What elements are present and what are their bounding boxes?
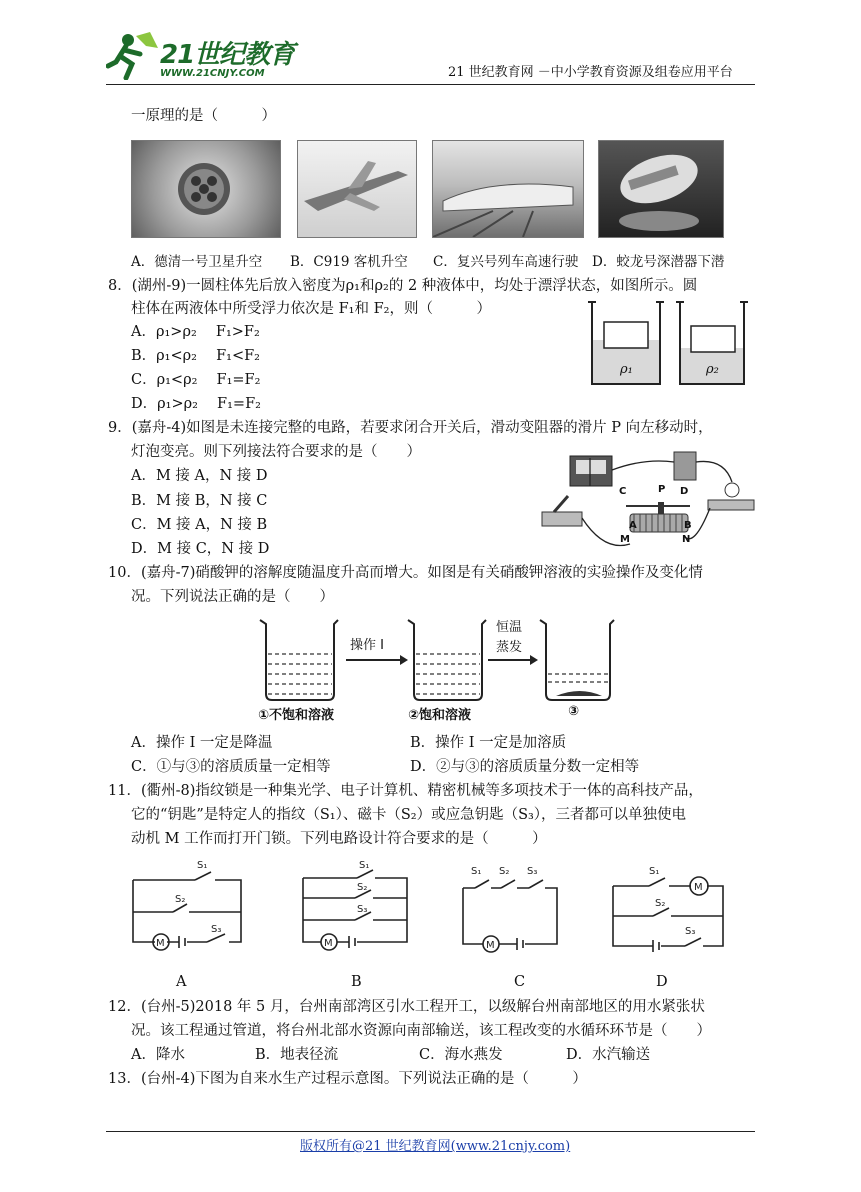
q10-option-c: C．①与③的溶质质量一定相等 [131, 759, 331, 775]
beaker3-label: ③ [568, 704, 580, 719]
c-s1: S₁ [471, 866, 482, 877]
q8-line1: 8．(湖州-9)一圆柱体先后放入密度为ρ₁和ρ₂的 2 种液体中，均处于漂浮状态，如图所示。圆 [108, 278, 698, 294]
q11-line3: 动机 M 工作而打开门锁。下列电路设计符合要求的是（ ） [131, 831, 547, 847]
beaker1-label: ①不饱和溶液 [258, 708, 335, 723]
label-p: P [658, 484, 666, 495]
beaker2-label: ②饱和溶液 [408, 708, 472, 723]
q9-option-b: B．M 接 B，N 接 C [131, 493, 268, 509]
q9-line1: 9．(嘉舟-4)如图是未连接完整的电路，若要求闭合开关后，滑动变阻器的滑片 P 向左移动时， [108, 420, 713, 436]
q7-option-d: D．蛟龙号深潜器下潜 [592, 254, 725, 270]
q9-line2: 灯泡变亮。则下列接法符合要求的是（ ） [131, 444, 421, 460]
q12-line1: 12．(台州-5)2018 年 5 月，台州南部湾区引水工程开工，以级解台州南部地区的用水紧张状 [108, 999, 705, 1015]
q7-tail: 一原理的是（ ） [131, 108, 276, 124]
arrow2-label-1: 恒温 [496, 620, 523, 635]
c919-plane-photo [297, 140, 417, 238]
header-site: 21 世纪教育网 －中小学教育资源及组卷应用平台 [448, 65, 733, 80]
q10-figure [250, 614, 620, 724]
beakers-icon [580, 298, 755, 390]
footer-rule [106, 1131, 755, 1132]
q9-option-c: C．M 接 A，N 接 B [131, 517, 268, 533]
q7-option-b: B．C919 客机升空 [290, 254, 408, 270]
c-s3: S₃ [527, 866, 538, 877]
q8-option-a: A．ρ₁>ρ₂ F₁>F₂ [131, 324, 260, 340]
arrow2-label-2: 蒸发 [496, 640, 523, 655]
rho1-label: ρ₁ [620, 362, 633, 377]
q12-option-d: D．水汽输送 [566, 1047, 651, 1063]
q11-line2: 它的“钥匙”是特定人的指纹（S₁）、磁卡（S₂）或应急钥匙（S₃），三者都可以单独使电 [131, 807, 687, 823]
q10-option-d: D．②与③的溶质质量分数一定相等 [410, 759, 640, 775]
d-motor: M [694, 882, 703, 893]
a-s2: S₂ [175, 894, 186, 905]
label-d: D [680, 486, 689, 497]
q9-circuit-figure [534, 448, 756, 552]
a-s3: S₃ [211, 924, 222, 935]
label-n: N [682, 534, 691, 545]
rho2-label: ρ₂ [706, 362, 719, 377]
q12-option-a: A．降水 [131, 1047, 185, 1063]
circuit-label-a: A [176, 974, 187, 990]
logo-text: 21世纪教育 [160, 40, 295, 70]
b-s3: S₃ [357, 904, 368, 915]
q10-line1: 10．(嘉舟-7)硝酸钾的溶解度随温度升高而增大。如图是有关硝酸钾溶液的实验操作及变化情 [108, 565, 703, 581]
q10-option-a: A．操作 I 一定是降温 [131, 735, 273, 751]
q7-option-c: C．复兴号列车高速行驶 [433, 254, 579, 270]
q8-beakers-figure [580, 298, 755, 390]
q12-line2: 况。该工程通过管道，将台州北部水资源向南部输送，该工程改变的水循环环节是（ ） [131, 1023, 711, 1039]
q11-circuits-figure [125, 858, 745, 958]
b-s2: S₂ [357, 882, 368, 893]
d-s1: S₁ [649, 866, 660, 877]
circuit-label-b: B [351, 974, 362, 990]
q8-line2: 柱体在两液体中所受浮力依次是 F₁和 F₂，则（ ） [131, 301, 491, 317]
label-b: B [684, 520, 692, 531]
q9-option-a: A．M 接 A，N 接 D [131, 468, 268, 484]
c-s2: S₂ [499, 866, 510, 877]
q9-option-d: D．M 接 C，N 接 D [131, 541, 270, 557]
arrow1-label: 操作 I [350, 638, 384, 653]
label-c: C [619, 486, 627, 497]
q12-option-b: B．地表径流 [255, 1047, 339, 1063]
a-motor: M [156, 938, 165, 949]
q10-option-b: B．操作 I 一定是加溶质 [410, 735, 567, 751]
q8-option-d: D．ρ₁>ρ₂ F₁=F₂ [131, 396, 261, 412]
b-s1: S₁ [359, 860, 370, 871]
circuit-label-d: D [656, 974, 668, 990]
q10-line2: 况。下列说法正确的是（ ） [131, 589, 334, 605]
d-s3: S₃ [685, 926, 696, 937]
logo-url: WWW.21CNJY.COM [160, 68, 265, 79]
label-m: M [620, 534, 630, 545]
footer-copyright-link[interactable]: 版权所有@21 世纪教育网(www.21cnjy.com) [300, 1139, 571, 1154]
q8-option-c: C．ρ₁<ρ₂ F₁=F₂ [131, 372, 261, 388]
circuit-label-c: C [514, 974, 526, 990]
q13-line1: 13．(台州-4)下图为自来水生产过程示意图。下列说法正确的是（ ） [108, 1071, 587, 1087]
q8-option-b: B．ρ₁<ρ₂ F₁<F₂ [131, 348, 260, 364]
circuit-diagrams-icon [125, 858, 745, 958]
jiaolong-submersible-photo [598, 140, 724, 238]
c-motor: M [486, 940, 495, 951]
d-s2: S₂ [655, 898, 666, 909]
q11-line1: 11．(衢州-8)指纹锁是一种集光学、电子计算机、精密机械等多项技术于一体的高科技产品， [108, 783, 703, 799]
logo [106, 28, 296, 84]
rheostat-circuit-icon [534, 448, 756, 552]
satellite-launch-photo [131, 140, 281, 238]
header-rule [106, 84, 755, 85]
runner-logo-icon [106, 28, 164, 80]
fuxing-train-photo [432, 140, 584, 238]
q12-option-c: C．海水燕发 [419, 1047, 503, 1063]
label-a: A [629, 520, 637, 531]
b-motor: M [324, 938, 333, 949]
a-s1: S₁ [197, 860, 208, 871]
q7-option-a: A．德清一号卫星升空 [131, 254, 263, 270]
